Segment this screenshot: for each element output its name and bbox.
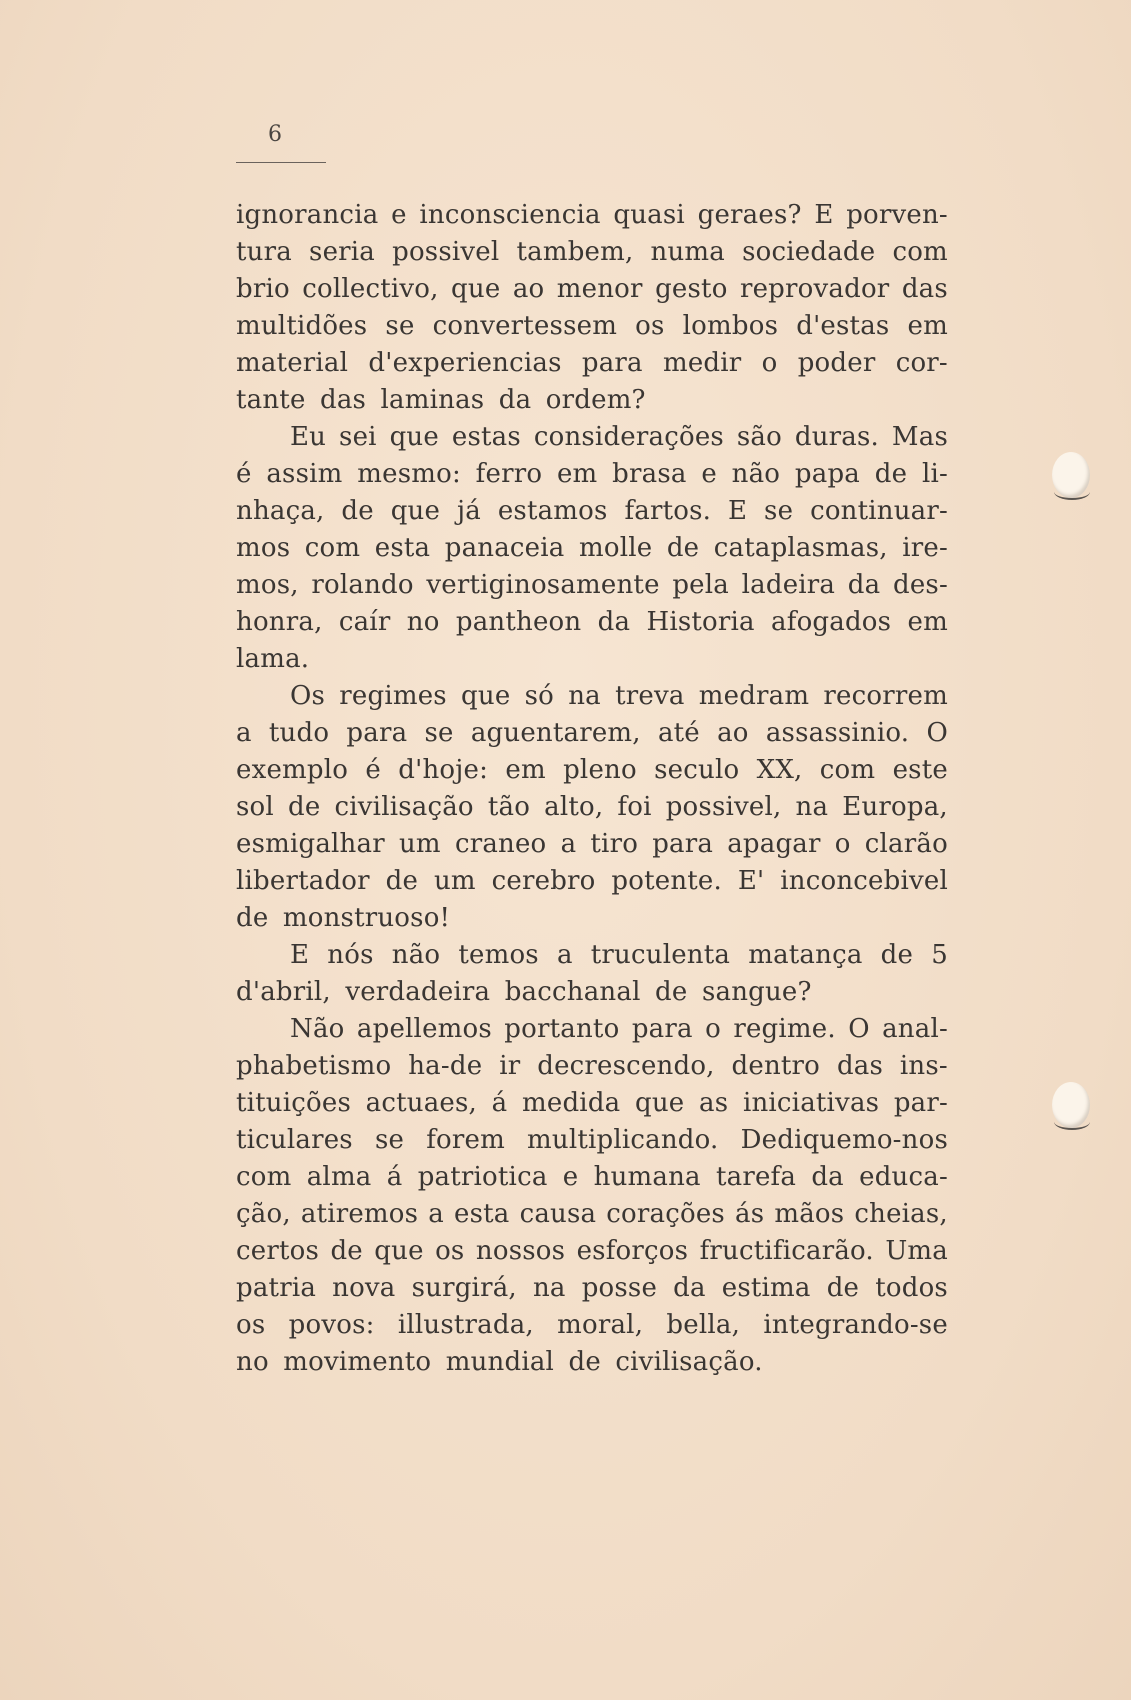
text-line: é assim mesmo: ferro em brasa e não papa de li- [236, 459, 948, 489]
text-line: esmigalhar um craneo a tiro para apagar o clarão [236, 829, 948, 859]
text-line: phabetismo ha-de ir decrescendo, dentro das ins- [236, 1051, 948, 1081]
text-line: honra, caír no pantheon da Historia afogados em [236, 607, 948, 637]
punch-hole [1052, 452, 1090, 498]
text-line: exemplo é d'hoje: em pleno seculo XX, com este [236, 755, 948, 785]
text-line: sol de civilisação tão alto, foi possivel, na Europa, [236, 792, 948, 822]
page-number: 6 [268, 122, 282, 147]
text-line: tituições actuaes, á medida que as iniciativas par- [236, 1088, 948, 1118]
text-line: mos com esta panaceia molle de cataplasmas, ire- [236, 533, 948, 563]
text-line: libertador de um cerebro potente. E' inconcebivel [236, 866, 948, 896]
text-line: ção, atiremos a esta causa corações ás mãos cheias, [236, 1199, 948, 1229]
text-line: nhaça, de que já estamos fartos. E se continuar- [236, 496, 948, 526]
text-line: lama. [236, 644, 310, 674]
text-line: os povos: illustrada, moral, bella, integrando-se [236, 1310, 948, 1340]
text-line: d'abril, verdadeira bacchanal de sangue? [236, 977, 812, 1007]
text-line: material d'experiencias para medir o poder cor- [236, 348, 948, 378]
text-line: Os regimes que só na treva medram recorrem [290, 681, 948, 711]
text-line: certos de que os nossos esforços fructificarão. Uma [236, 1236, 948, 1266]
text-line: mos, rolando vertiginosamente pela ladeira da des- [236, 570, 948, 600]
body-text [236, 197, 948, 1381]
page-number-rule [236, 162, 326, 163]
text-line: patria nova surgirá, na posse da estima de todos [236, 1273, 948, 1303]
text-line: de monstruoso! [236, 903, 451, 933]
text-line: tura seria possivel tambem, numa sociedade com [236, 237, 948, 267]
text-line: Não apellemos portanto para o regime. O anal- [290, 1014, 948, 1044]
text-line: a tudo para se aguentarem, até ao assassinio. O [236, 718, 948, 748]
text-line: ignorancia e inconsciencia quasi geraes? E porven- [236, 200, 948, 230]
punch-hole [1052, 1082, 1090, 1128]
text-line: Eu sei que estas considerações são duras. Mas [290, 422, 948, 452]
text-line: com alma á patriotica e humana tarefa da educa- [236, 1162, 948, 1192]
text-line: no movimento mundial de civilisação. [236, 1347, 763, 1377]
text-line: E nós não temos a truculenta matança de 5 [290, 940, 948, 970]
text-line: brio collectivo, que ao menor gesto reprovador das [236, 274, 948, 304]
text-line: tante das laminas da ordem? [236, 385, 646, 415]
text-line: ticulares se forem multiplicando. Dediquemo-nos [236, 1125, 948, 1155]
text-line: multidões se convertessem os lombos d'estas em [236, 311, 948, 341]
